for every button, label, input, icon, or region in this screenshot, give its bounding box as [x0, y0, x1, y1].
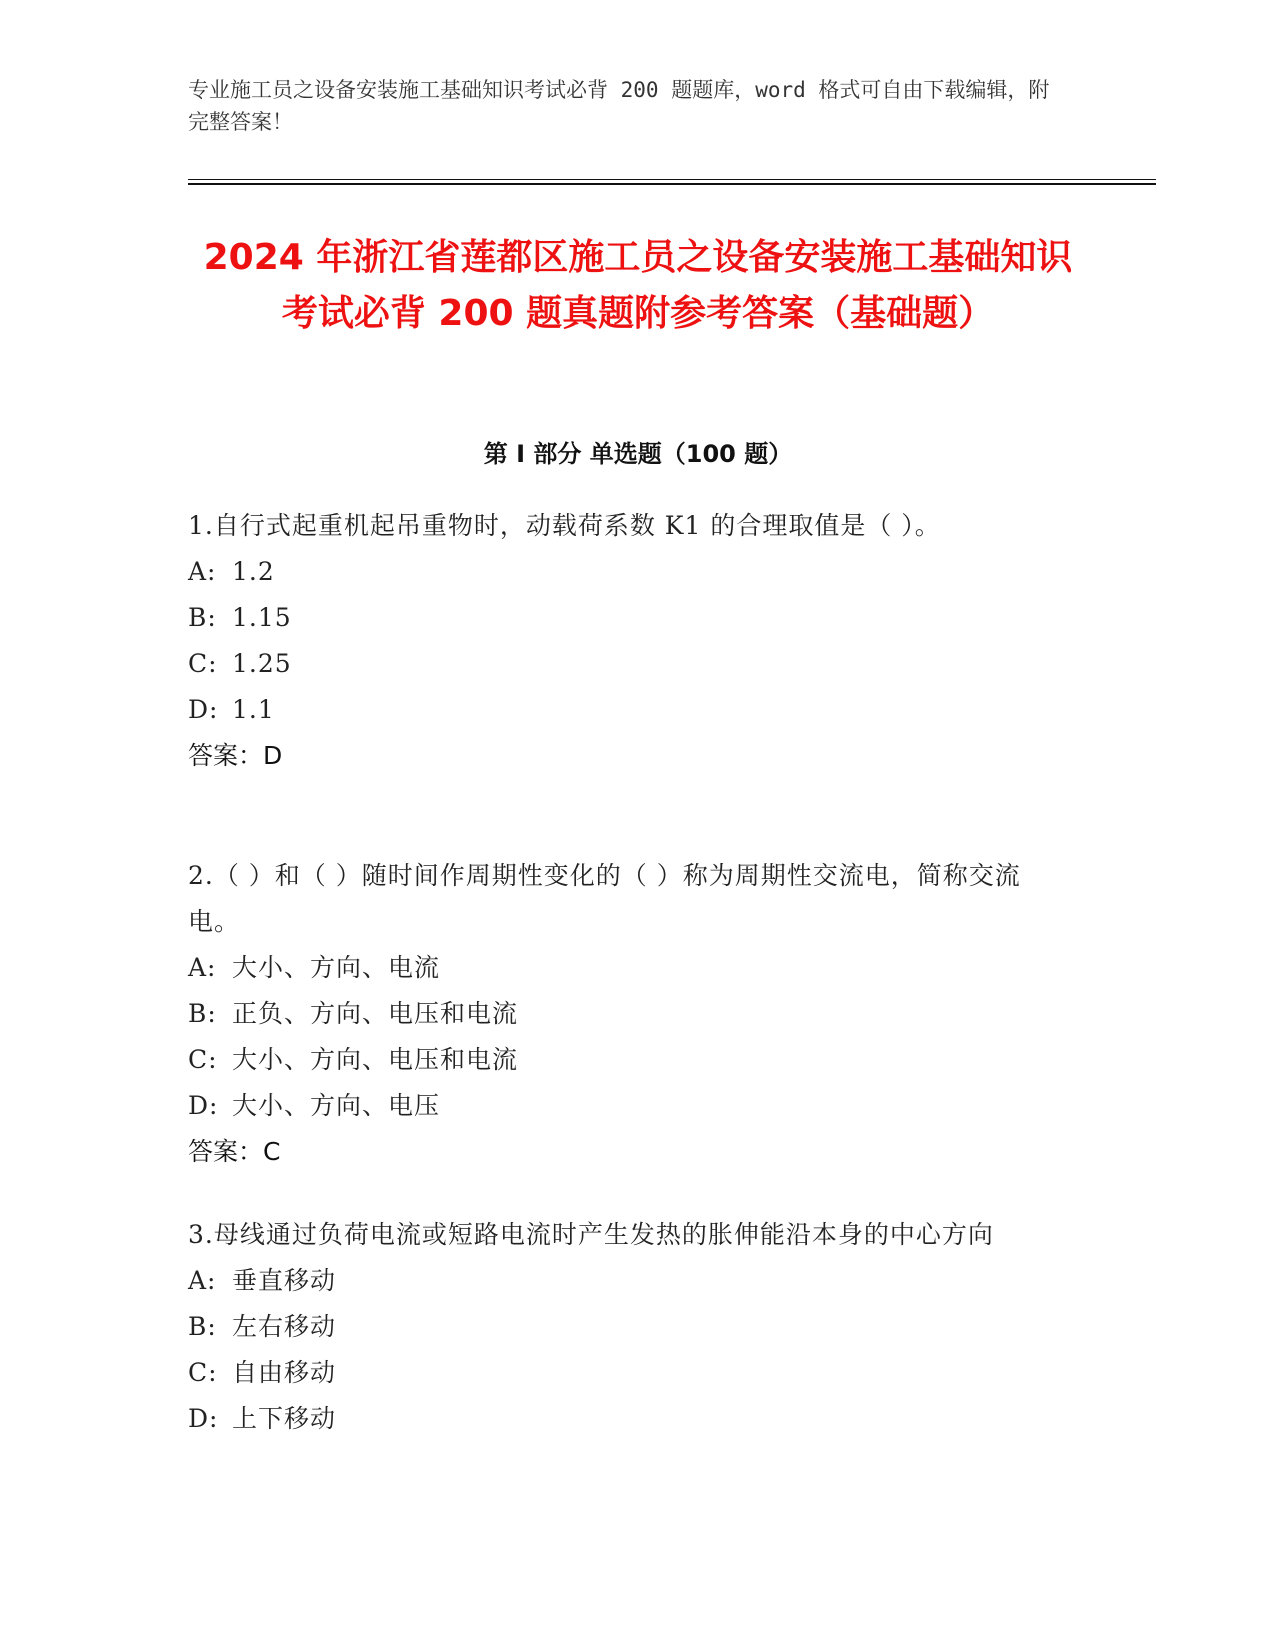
option-letter: C: — [188, 1358, 218, 1387]
option-text: 1.25 — [232, 649, 292, 678]
option-letter: B: — [188, 1312, 217, 1341]
question-text: 2.（ ）和（ ）随时间作周期性变化的（ ）称为周期性交流电，简称交流电。 — [188, 861, 1021, 936]
option-letter: A: — [188, 1266, 217, 1295]
question-text: 3.母线通过负荷电流或短路电流时产生发热的胀伸能沿本身的中心方向 — [188, 1220, 994, 1249]
option-text: 1.15 — [232, 603, 292, 632]
option-letter: A: — [188, 557, 217, 586]
option-letter: D: — [188, 1091, 219, 1120]
header-note: 专业施工员之设备安装施工基础知识考试必背 200 题题库，word 格式可自由下载编辑，附完整答案！ — [188, 78, 1050, 134]
option-text: 1.1 — [232, 695, 275, 724]
option-text: 大小、方向、电压和电流 — [232, 1045, 519, 1074]
option-c — [188, 1350, 1068, 1396]
option-text: 大小、方向、电流 — [232, 953, 441, 982]
question-2 — [188, 853, 1068, 1175]
option-text: 正负、方向、电压和电流 — [232, 999, 519, 1028]
option-letter: A: — [188, 953, 217, 982]
header-divider-thin — [188, 179, 1156, 180]
option-letter: D: — [188, 695, 219, 724]
option-b — [188, 1304, 1068, 1350]
option-letter: C: — [188, 1045, 218, 1074]
answer: 答案：D — [188, 741, 283, 770]
option-letter: D: — [188, 1404, 219, 1433]
option-c — [188, 1037, 1068, 1083]
option-d — [188, 687, 1068, 733]
option-a — [188, 549, 1068, 595]
section-heading: 第 I 部分 单选题（100 题） — [483, 440, 793, 468]
question-3 — [188, 1212, 1068, 1442]
option-text: 大小、方向、电压 — [232, 1091, 441, 1120]
answer: 答案：C — [188, 1137, 281, 1166]
question-text: 1.自行式起重机起吊重物时，动载荷系数 K1 的合理取值是（ ）。 — [188, 511, 941, 540]
option-c — [188, 641, 1068, 687]
option-text: 上下移动 — [232, 1404, 337, 1433]
option-letter: B: — [188, 999, 217, 1028]
header-divider-thick — [188, 183, 1156, 185]
option-b — [188, 595, 1068, 641]
document-title: 2024 年浙江省莲都区施工员之设备安装施工基础知识考试必背 200 题真题附参考答案（基础题） — [203, 237, 1073, 334]
option-a — [188, 945, 1068, 991]
option-text: 1.2 — [232, 557, 275, 586]
option-text: 垂直移动 — [232, 1266, 337, 1295]
option-a — [188, 1258, 1068, 1304]
question-1 — [188, 503, 1068, 779]
option-text: 自由移动 — [232, 1358, 337, 1387]
option-text: 左右移动 — [232, 1312, 337, 1341]
option-letter: C: — [188, 649, 218, 678]
option-letter: B: — [188, 603, 217, 632]
option-b — [188, 991, 1068, 1037]
option-d — [188, 1083, 1068, 1129]
option-d — [188, 1396, 1068, 1442]
